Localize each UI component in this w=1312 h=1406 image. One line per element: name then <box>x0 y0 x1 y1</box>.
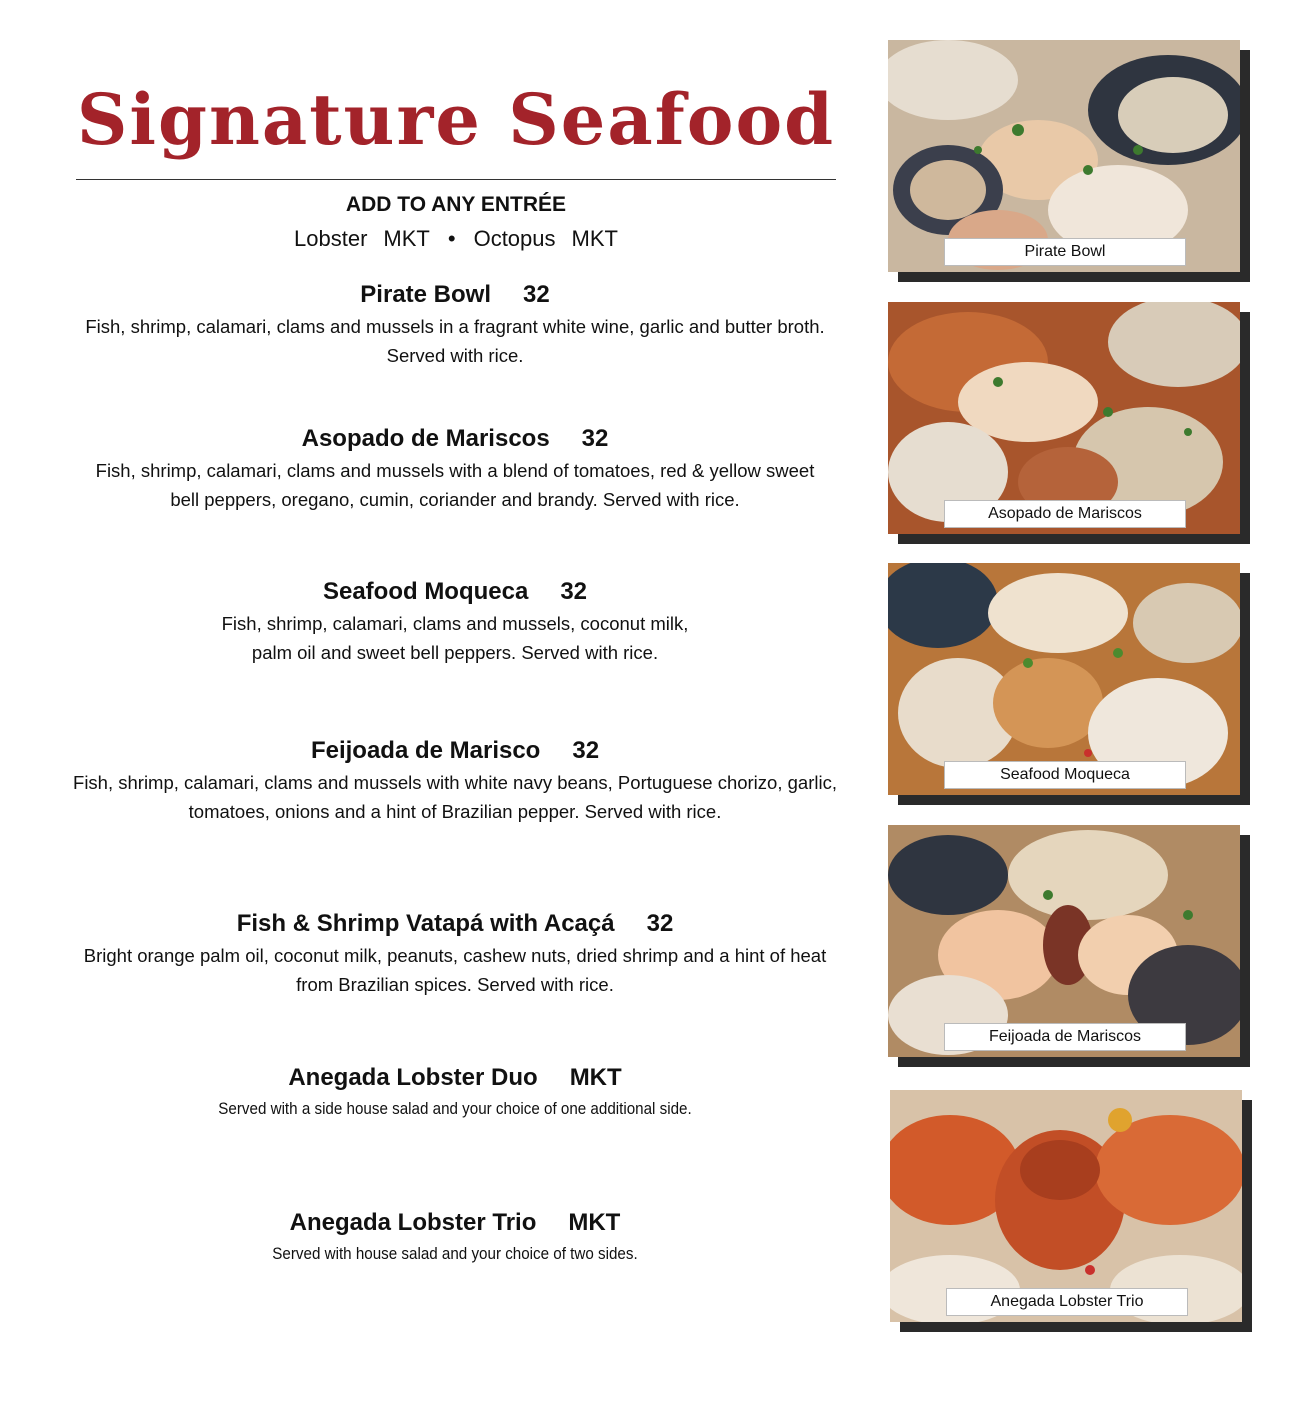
photo-moqueca <box>888 563 1240 795</box>
menu-item-header <box>60 736 850 766</box>
menu-item-description: Fish, shrimp, calamari, clams and mussels with a blend of tomatoes, red & yellow sweet bell peppers, oregano, cumin, coriander and brandy. Served with rice. <box>95 460 815 510</box>
menu-item-name: Pirate Bowl <box>360 281 491 308</box>
menu-item-name: Asopado de Mariscos <box>301 425 550 452</box>
photo-caption: Feijoada de Mariscos <box>944 1023 1186 1051</box>
photo-asopado <box>888 302 1240 534</box>
menu-item-moqueca <box>60 577 850 667</box>
photo-caption: Anegada Lobster Trio <box>946 1288 1188 1316</box>
menu-item-name: Anegada Lobster Duo <box>288 1064 538 1091</box>
menu-item-description: Fish, shrimp, calamari, clams and mussels, coconut milk, palm oil and sweet bell peppers. Served with rice. <box>221 613 689 663</box>
menu-item-price: MKT <box>568 1209 621 1236</box>
menu-item-header <box>60 424 850 454</box>
menu-item-header <box>60 577 850 607</box>
menu-item-description: Served with house salad and your choice of two sides. <box>272 1245 638 1263</box>
photo-caption: Seafood Moqueca <box>944 761 1186 789</box>
menu-item-pirate-bowl <box>60 280 850 370</box>
menu-item-header <box>60 1063 850 1093</box>
menu-item-header <box>60 1208 850 1238</box>
menu-item-name: Fish & Shrimp Vatapá with Acaçá <box>236 910 615 937</box>
menu-item-price: 32 <box>572 737 600 764</box>
addon-lobster-price: MKT <box>383 226 430 251</box>
photo-pirate-bowl <box>888 40 1240 272</box>
addon-lobster-label: Lobster <box>294 226 368 251</box>
menu-item-description: Fish, shrimp, calamari, clams and mussels in a fragrant white wine, garlic and butter broth. Served with rice. <box>85 316 825 366</box>
photo-lobster-trio <box>890 1090 1242 1322</box>
bullet-separator: • <box>447 226 456 251</box>
addon-heading: ADD TO ANY ENTRÉE <box>345 193 567 216</box>
menu-item-feijoada <box>60 736 850 826</box>
menu-title: Signature Seafood <box>76 78 836 161</box>
menu-item-name: Feijoada de Marisco <box>310 737 541 764</box>
addon-options <box>76 226 836 252</box>
menu-item-description: Fish, shrimp, calamari, clams and mussels with white navy beans, Portuguese chorizo, garlic, tomatoes, onions and a hint of Brazilian pepper. Served with rice. <box>73 772 837 822</box>
menu-item-price: 32 <box>646 910 674 937</box>
photo-feijoada <box>888 825 1240 1057</box>
menu-item-name: Seafood Moqueca <box>322 578 529 605</box>
photo-caption: Asopado de Mariscos <box>944 500 1186 528</box>
menu-item-header <box>60 909 850 939</box>
menu-item-price: 32 <box>581 425 609 452</box>
menu-item-price: MKT <box>569 1064 622 1091</box>
menu-item-name: Anegada Lobster Trio <box>289 1209 537 1236</box>
addon-octopus-price: MKT <box>571 226 618 251</box>
menu-item-price: 32 <box>523 281 550 308</box>
menu-item-asopado <box>60 424 850 514</box>
title-divider <box>76 179 836 180</box>
menu-item-description: Bright orange palm oil, coconut milk, peanuts, cashew nuts, dried shrimp and a hint of heat from Brazilian spices. Served with rice. <box>83 945 827 995</box>
photo-caption: Pirate Bowl <box>944 238 1186 266</box>
addon-octopus-label: Octopus <box>473 226 556 251</box>
menu-item-lobster-trio <box>60 1208 850 1269</box>
menu-item-vatapa <box>60 909 850 999</box>
menu-item-lobster-duo <box>60 1063 850 1124</box>
menu-item-price: 32 <box>560 578 588 605</box>
menu-item-description: Served with a side house salad and your choice of one additional side. <box>218 1100 692 1118</box>
menu-item-header <box>60 280 850 310</box>
